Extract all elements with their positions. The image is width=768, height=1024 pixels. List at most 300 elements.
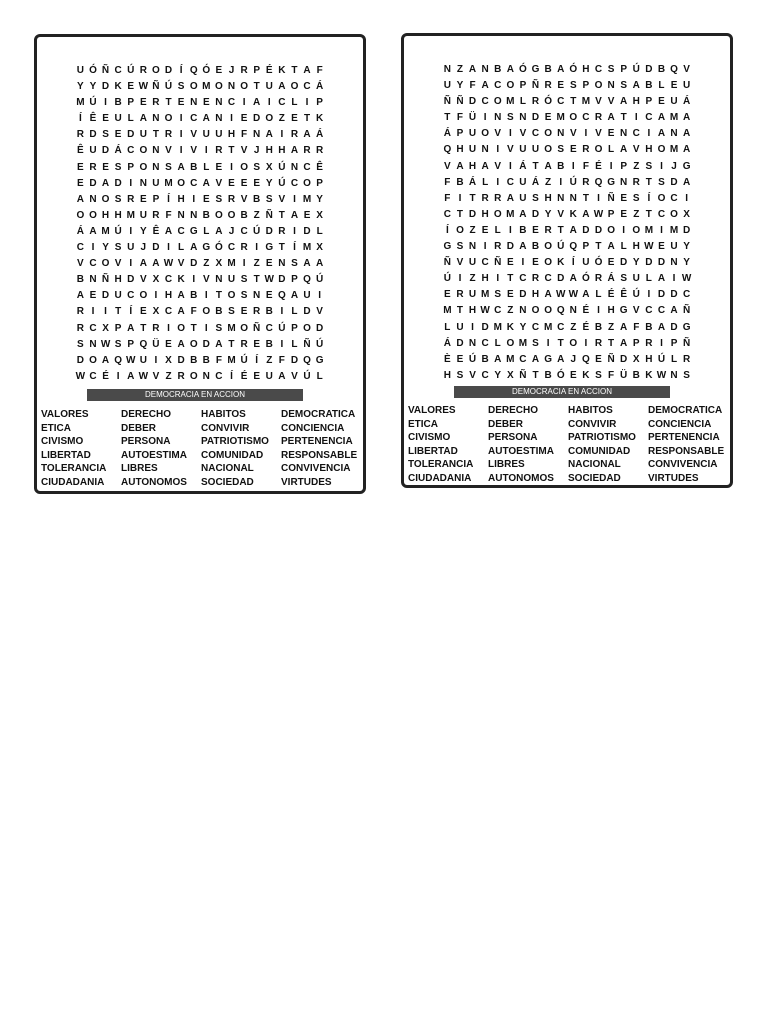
grid-letter: A — [76, 290, 84, 302]
grid-row — [37, 224, 363, 240]
grid-letter: Ú — [569, 176, 577, 188]
grid-letter: H — [114, 274, 122, 286]
grid-letter: I — [293, 193, 296, 205]
grid-letter: E — [506, 257, 514, 269]
grid-letter: O — [544, 257, 552, 269]
grid-letter: D — [76, 354, 84, 366]
grid-row — [404, 320, 730, 336]
grid-letter: I — [91, 242, 95, 254]
grid-letter: Ó — [519, 64, 527, 75]
grid-letter: D — [620, 353, 628, 365]
grid-letter: D — [303, 225, 311, 237]
grid-letter: O — [493, 208, 502, 220]
grid-row — [404, 62, 730, 78]
grid-letter: O — [493, 96, 502, 108]
grid-letter: T — [532, 160, 539, 172]
grid-letter: A — [164, 225, 173, 237]
grid-letter: C — [443, 208, 451, 220]
grid-letter: E — [139, 306, 147, 318]
grid-letter: L — [316, 225, 323, 237]
word-list-item: PERTENENCIA — [281, 436, 353, 447]
grid-letter: W — [264, 274, 274, 286]
grid-letter: D — [164, 65, 173, 76]
grid-letter: A — [278, 370, 286, 382]
grid-letter: J — [228, 65, 235, 76]
grid-letter: H — [227, 129, 236, 141]
grid-letter: B — [544, 369, 552, 381]
grid-letter: A — [494, 353, 502, 365]
grid-letter: G — [531, 64, 540, 75]
grid-letter: M — [506, 353, 515, 365]
grid-letter: R — [227, 193, 236, 205]
grid-letter: D — [202, 338, 210, 350]
grid-letter: Í — [167, 193, 170, 205]
word-list-item: LIBERTAD — [408, 445, 458, 457]
grid-letter: R — [240, 65, 248, 76]
grid-letter: O — [531, 305, 540, 317]
grid-letter: Í — [293, 242, 296, 254]
grid-letter: S — [253, 161, 260, 173]
grid-letter: Ñ — [101, 65, 110, 76]
grid-letter: S — [595, 369, 602, 381]
grid-letter: I — [154, 354, 158, 366]
grid-letter: L — [291, 306, 298, 318]
grid-letter: I — [280, 306, 284, 318]
grid-letter: Z — [456, 64, 463, 75]
grid-letter: U — [519, 192, 527, 204]
grid-letter: H — [468, 160, 477, 172]
grid-letter: I — [179, 113, 183, 125]
grid-letter: H — [101, 209, 110, 221]
grid-letter: D — [127, 274, 135, 286]
grid-letter: U — [519, 176, 527, 188]
grid-letter: N — [253, 129, 261, 141]
grid-letter: P — [607, 208, 615, 220]
grid-letter: E — [303, 209, 311, 221]
grid-letter: N — [670, 128, 678, 140]
grid-letter: G — [607, 176, 615, 188]
grid-letter: A — [620, 144, 628, 156]
grid-letter: Q — [569, 241, 578, 253]
grid-letter: I — [622, 224, 626, 236]
grid-letter: W — [644, 241, 654, 253]
grid-letter: C — [506, 176, 514, 188]
grid-letter: M — [227, 354, 236, 366]
grid-letter: Y — [316, 193, 323, 205]
grid-letter: R — [594, 112, 603, 124]
grid-letter: L — [608, 144, 615, 156]
grid-letter: G — [202, 242, 211, 254]
grid-letter: T — [645, 176, 652, 188]
grid-letter: Á — [316, 81, 324, 93]
grid-letter: A — [101, 177, 110, 189]
grid-letter: Á — [519, 160, 527, 172]
grid-letter: E — [177, 97, 185, 109]
grid-letter: V — [278, 193, 286, 205]
grid-letter: S — [215, 193, 223, 205]
grid-letter: X — [152, 306, 160, 318]
grid-letter: E — [139, 97, 147, 109]
grid-letter: V — [456, 257, 464, 269]
grid-letter: H — [481, 208, 489, 220]
grid-letter: Ñ — [456, 96, 464, 108]
grid-letter: U — [468, 144, 477, 156]
grid-letter: Ê — [620, 289, 627, 301]
grid-letter: Ó — [569, 64, 578, 75]
grid-letter: H — [481, 273, 489, 285]
grid-letter: D — [303, 306, 311, 318]
grid-letter: Ú — [316, 338, 324, 350]
grid-letter: B — [202, 354, 210, 366]
grid-letter: C — [89, 322, 97, 334]
word-list-item: ETICA — [408, 418, 438, 430]
grid-letter: Q — [277, 290, 286, 302]
grid-letter: B — [456, 176, 464, 188]
grid-letter: Ü — [468, 112, 477, 124]
grid-row — [404, 223, 730, 239]
grid-letter: N — [227, 81, 236, 93]
grid-letter: R — [215, 145, 223, 157]
grid-letter: Í — [571, 257, 575, 269]
grid-letter: Ú — [303, 370, 311, 382]
grid-letter: W — [163, 258, 174, 270]
grid-letter: O — [240, 322, 248, 334]
grid-letter: V — [632, 305, 640, 317]
grid-letter: T — [595, 241, 602, 253]
grid-letter: H — [607, 305, 615, 317]
word-list-item: NACIONAL — [201, 463, 254, 474]
grid-letter: Ó — [202, 65, 211, 76]
grid-letter: E — [215, 161, 223, 173]
grid-letter: P — [316, 177, 323, 189]
grid-letter: Ñ — [265, 209, 273, 221]
grid-letter: N — [139, 177, 147, 189]
grid-letter: R — [127, 193, 135, 205]
grid-letter: O — [544, 241, 552, 253]
grid-letter: Ú — [278, 177, 286, 189]
grid-letter: È — [444, 353, 451, 365]
grid-letter: R — [594, 273, 603, 285]
grid-letter: D — [127, 129, 135, 141]
grid-row — [404, 191, 730, 207]
grid-letter: H — [531, 289, 540, 301]
grid-letter: N — [557, 192, 565, 204]
grid-letter: É — [102, 370, 109, 382]
grid-letter: B — [190, 161, 198, 173]
grid-letter: M — [101, 225, 110, 237]
grid-letter: D — [645, 64, 653, 75]
grid-letter: I — [458, 273, 462, 285]
grid-letter: O — [89, 209, 97, 221]
grid-letter: O — [544, 128, 552, 140]
grid-letter: P — [582, 80, 590, 92]
grid-letter: J — [570, 353, 577, 365]
grid-letter: U — [215, 129, 223, 141]
grid-letter: Ñ — [494, 257, 502, 269]
grid-letter: N — [494, 112, 502, 124]
grid-letter: Í — [78, 113, 82, 125]
grid-letter: A — [569, 273, 577, 285]
grid-letter: Z — [165, 370, 172, 382]
grid-letter: W — [480, 305, 490, 317]
grid-letter: K — [645, 369, 653, 381]
grid-letter: B — [190, 354, 198, 366]
grid-letter: A — [519, 208, 527, 220]
grid-letter: C — [303, 161, 311, 173]
word-list-item: DEMOCRATICA — [648, 405, 723, 416]
grid-letter: V — [519, 128, 527, 140]
grid-letter: T — [444, 112, 451, 124]
grid-letter: D — [670, 321, 678, 333]
grid-letter: T — [278, 209, 285, 221]
grid-letter: V — [139, 274, 147, 286]
grid-letter: D — [253, 113, 261, 125]
grid-letter: R — [177, 370, 185, 382]
grid-row — [404, 303, 730, 319]
grid-letter: I — [242, 97, 246, 109]
grid-letter: G — [544, 353, 552, 365]
grid-letter: L — [595, 289, 602, 301]
grid-letter: A — [683, 144, 691, 156]
grid-letter: R — [303, 145, 311, 157]
word-search-card-left — [34, 34, 366, 494]
grid-letter: V — [595, 128, 602, 140]
grid-letter: V — [190, 129, 198, 141]
grid-letter: É — [240, 370, 248, 382]
grid-letter: Ú — [89, 97, 97, 109]
grid-letter: L — [127, 113, 134, 125]
grid-letter: D — [290, 354, 299, 366]
grid-letter: Ú — [632, 289, 640, 301]
grid-letter: D — [468, 208, 477, 220]
grid-letter: É — [595, 160, 602, 172]
grid-letter: I — [471, 321, 474, 333]
grid-letter: S — [532, 337, 539, 349]
grid-letter: A — [582, 289, 590, 301]
grid-letter: U — [443, 80, 451, 92]
grid-letter: O — [240, 81, 248, 93]
grid-letter: I — [129, 225, 133, 237]
grid-letter: R — [240, 338, 248, 350]
grid-letter: E — [532, 257, 539, 269]
grid-letter: O — [76, 209, 85, 221]
grid-letter: V — [291, 370, 298, 382]
grid-letter: Ú — [632, 64, 640, 75]
grid-letter: Ñ — [443, 96, 451, 108]
grid-letter: Y — [265, 177, 273, 189]
grid-letter: F — [456, 112, 463, 124]
grid-letter: E — [481, 224, 489, 236]
grid-letter: Q — [189, 65, 198, 76]
grid-letter: E — [444, 289, 451, 301]
grid-letter: R — [76, 322, 84, 334]
grid-letter: M — [302, 242, 312, 254]
grid-letter: I — [255, 242, 259, 254]
grid-letter: E — [102, 113, 109, 125]
grid-letter: D — [620, 257, 628, 269]
grid-row — [37, 192, 363, 208]
grid-letter: R — [582, 176, 590, 188]
grid-letter: I — [546, 337, 550, 349]
grid-letter: I — [280, 338, 284, 350]
grid-letter: Ó — [556, 369, 565, 381]
grid-letter: A — [127, 370, 135, 382]
grid-letter: I — [571, 160, 575, 172]
grid-letter: K — [177, 274, 185, 286]
word-list-item: ETICA — [41, 422, 71, 434]
grid-letter: C — [227, 242, 236, 254]
grid-letter: O — [632, 224, 641, 236]
grid-letter: B — [481, 353, 489, 365]
grid-letter: B — [215, 306, 223, 318]
grid-letter: E — [202, 97, 210, 109]
grid-letter: F — [582, 160, 589, 172]
grid-letter: Z — [545, 176, 552, 188]
grid-letter: R — [544, 224, 552, 236]
grid-letter: K — [557, 257, 565, 269]
grid-letter: I — [660, 337, 663, 349]
grid-letter: N — [481, 144, 489, 156]
grid-letter: Z — [633, 208, 640, 220]
grid-letter: A — [531, 353, 540, 365]
grid-letter: E — [569, 369, 577, 381]
grid-row — [404, 94, 730, 110]
grid-letter: U — [303, 290, 311, 302]
grid-letter: Ê — [77, 145, 84, 157]
grid-letter: S — [77, 338, 84, 350]
grid-letter: O — [607, 224, 615, 236]
word-list-item: AUTONOMOS — [488, 472, 554, 484]
grid-letter: V — [165, 145, 172, 157]
grid-letter: O — [101, 258, 110, 270]
grid-letter: M — [302, 193, 312, 205]
grid-letter: M — [227, 258, 236, 270]
grid-letter: W — [100, 338, 111, 350]
grid-row — [37, 353, 363, 369]
grid-row — [404, 239, 730, 255]
grid-letter: E — [569, 144, 577, 156]
grid-letter: N — [253, 290, 261, 302]
grid-letter: D — [557, 273, 565, 285]
grid-letter: K — [582, 369, 590, 381]
grid-letter: D — [101, 145, 110, 157]
grid-letter: A — [620, 96, 628, 108]
grid-letter: T — [507, 273, 514, 285]
grid-letter: R — [152, 322, 160, 334]
grid-letter: X — [215, 258, 223, 270]
grid-letter: T — [456, 208, 463, 220]
grid-letter: D — [468, 96, 477, 108]
grid-letter: O — [189, 81, 198, 93]
grid-letter: N — [190, 209, 198, 221]
grid-letter: D — [481, 321, 489, 333]
grid-row — [404, 287, 730, 303]
grid-letter: B — [519, 224, 527, 236]
grid-letter: T — [645, 208, 652, 220]
grid-letter: U — [114, 113, 122, 125]
grid-letter: L — [620, 241, 627, 253]
grid-row — [404, 159, 730, 175]
grid-letter: A — [152, 258, 160, 270]
word-list-item: LIBRES — [121, 463, 158, 474]
grid-row — [37, 127, 363, 143]
grid-letter: C — [290, 177, 299, 189]
grid-letter: U — [139, 129, 147, 141]
grid-letter: E — [544, 112, 552, 124]
grid-letter: E — [532, 224, 539, 236]
grid-letter: V — [444, 160, 451, 172]
grid-row — [37, 272, 363, 288]
grid-letter: H — [544, 192, 552, 204]
grid-letter: D — [657, 289, 666, 301]
grid-letter: T — [253, 81, 260, 93]
grid-letter: B — [645, 80, 653, 92]
grid-letter: U — [670, 241, 678, 253]
grid-letter: Z — [253, 258, 260, 270]
grid-letter: X — [683, 208, 690, 220]
grid-letter: L — [670, 353, 678, 365]
grid-letter: D — [316, 322, 324, 334]
grid-letter: Z — [608, 321, 615, 333]
grid-letter: L — [494, 224, 501, 236]
grid-letter: E — [607, 128, 615, 140]
grid-letter: Í — [255, 354, 259, 366]
grid-letter: L — [203, 161, 210, 173]
grid-letter: X — [165, 354, 172, 366]
grid-letter: P — [670, 337, 678, 349]
grid-letter: T — [152, 129, 159, 141]
grid-letter: S — [165, 161, 172, 173]
grid-letter: X — [152, 274, 160, 286]
grid-letter: R — [582, 144, 590, 156]
grid-letter: Í — [445, 224, 449, 236]
grid-letter: M — [518, 337, 528, 349]
grid-letter: B — [657, 64, 666, 75]
grid-letter: A — [683, 112, 691, 124]
grid-letter: N — [443, 64, 451, 75]
grid-letter: L — [645, 273, 652, 285]
grid-letter: F — [190, 306, 197, 318]
word-list-item: VALORES — [408, 405, 456, 416]
grid-letter: Ü — [620, 369, 628, 381]
grid-letter: R — [494, 192, 502, 204]
grid-letter: E — [658, 96, 665, 108]
grid-letter: E — [202, 193, 210, 205]
grid-letter: S — [291, 258, 298, 270]
grid-letter: I — [318, 290, 322, 302]
grid-letter: I — [242, 258, 246, 270]
grid-row — [37, 160, 363, 176]
grid-letter: E — [670, 80, 678, 92]
grid-letter: O — [265, 113, 274, 125]
grid-letter: V — [316, 306, 323, 318]
grid-letter: G — [443, 241, 452, 253]
word-list-item: RESPONSABLE — [281, 449, 358, 461]
grid-letter: A — [290, 290, 299, 302]
grid-letter: M — [76, 97, 85, 109]
word-list — [41, 408, 359, 489]
grid-letter: L — [178, 242, 185, 254]
grid-letter: N — [620, 128, 628, 140]
grid-letter: I — [104, 97, 107, 109]
grid-letter: D — [278, 274, 286, 286]
grid-letter: N — [620, 176, 628, 188]
grid-letter: R — [316, 145, 324, 157]
grid-letter: B — [76, 274, 84, 286]
grid-letter: I — [660, 160, 663, 172]
grid-letter: L — [658, 80, 665, 92]
grid-letter: I — [167, 322, 170, 334]
